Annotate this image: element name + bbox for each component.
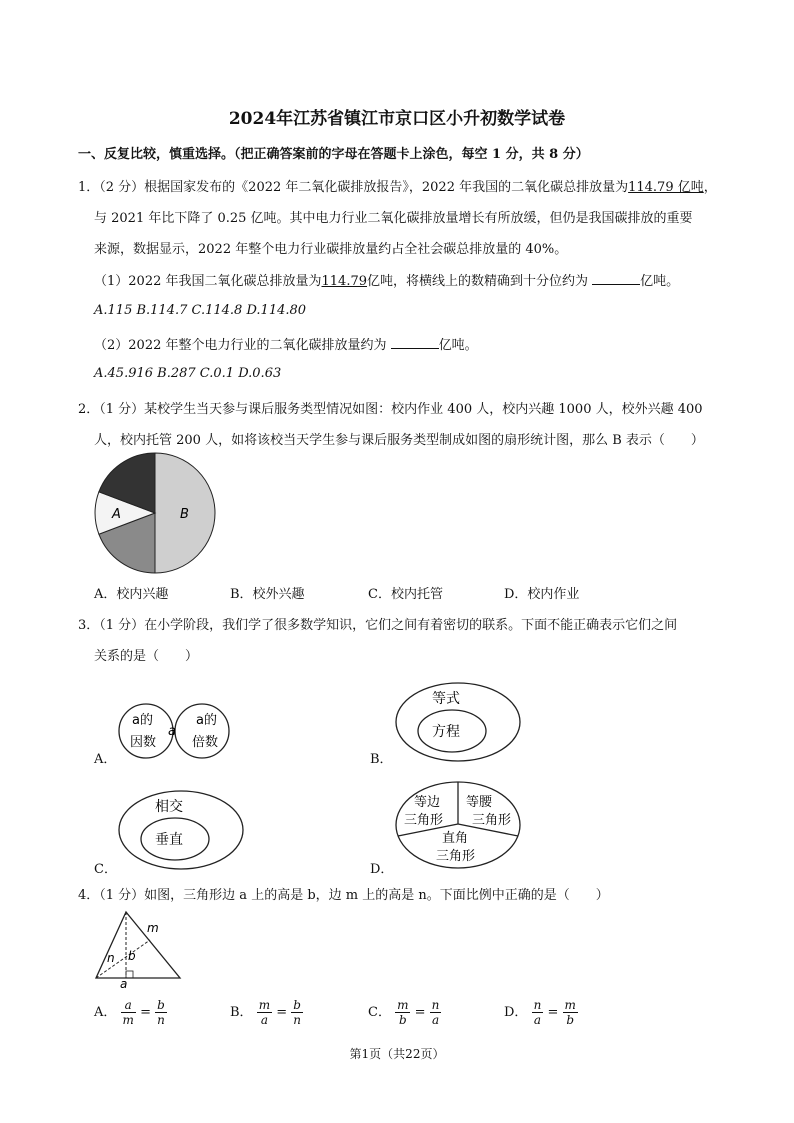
svg-text:等边: 等边	[414, 795, 441, 810]
svg-text:方程: 方程	[432, 724, 460, 740]
q4-option-c[interactable]: C． $\frac{m}{b}$ = $\frac{n}{a}$	[368, 998, 440, 1027]
svg-text:三角形: 三角形	[436, 849, 476, 864]
svg-text:倍数: 倍数	[192, 735, 219, 750]
venn-diagram-a	[116, 698, 232, 762]
q3-line2: 关系的是（ ）	[94, 649, 199, 664]
nested-diagram-c	[117, 789, 245, 871]
q2-option-a[interactable]: A．校内兴趣	[94, 587, 169, 602]
q2-line2: 人，校内托管 200 人，如将该校当天学生参与课后服务类型制成如图的扇形统计图，那么 B 表示（ ）	[94, 433, 704, 448]
svg-text:三角形: 三角形	[404, 813, 444, 828]
q4-option-b[interactable]: B． $\frac{m}{a}$ = $\frac{b}{n}$	[230, 998, 302, 1027]
q2-option-b[interactable]: B．校外兴趣	[230, 587, 305, 602]
nested-diagram-b	[394, 681, 522, 763]
q1-line1: 1．（2 分）根据国家发布的《2022 年二氧化碳排放报告》，2022 年我国的二氧化碳总排放量为114.79 亿吨，	[78, 180, 717, 195]
svg-text:n: n	[107, 951, 115, 965]
q1-line3: 来源，数据显示，2022 年整个电力行业碳排放量约占全社会碳总排放量的 40%。	[94, 242, 568, 257]
answer-blank[interactable]	[592, 273, 640, 285]
pie-label-a: A	[112, 507, 121, 522]
page-footer: 第1页（共22页）	[349, 1047, 445, 1061]
svg-text:a的: a的	[196, 713, 217, 728]
q2-line1: 2．（1 分）某校学生当天参与课后服务类型情况如图：校内作业 400 人，校内兴趣 1000 人，校外兴趣 400	[78, 402, 703, 417]
svg-text:b: b	[128, 949, 136, 963]
q1-sub1-options: A.115 B.114.7 C.114.8 D.114.80	[94, 303, 307, 318]
q3-option-c[interactable]: C．	[94, 862, 117, 877]
pie-chart	[94, 452, 218, 576]
svg-text:等腰: 等腰	[466, 795, 493, 810]
section-heading: 一、反复比较，慎重选择。（把正确答案前的字母在答题卡上涂色，每空 1 分，共 8 分）	[78, 147, 589, 162]
pie-label-b: B	[180, 507, 189, 522]
svg-text:a: a	[120, 977, 128, 990]
svg-text:m: m	[147, 921, 159, 935]
q1-underlined-value: 114.79 亿吨	[628, 180, 704, 195]
q3-option-d[interactable]: D．	[370, 862, 394, 877]
svg-text:相交: 相交	[155, 799, 183, 815]
svg-text:a: a	[168, 724, 176, 739]
triangle-figure	[92, 908, 184, 990]
q4-option-a[interactable]: A． $\frac{a}{m}$ = $\frac{b}{n}$	[94, 998, 165, 1027]
partition-diagram-d	[394, 780, 522, 870]
q1-sub1: （1）2022 年我国二氧化碳总排放量为114.79亿吨，将横线上的数精确到十分位约为 亿吨。	[94, 274, 680, 289]
q4-option-d[interactable]: D． $\frac{n}{a}$ = $\frac{m}{b}$	[504, 998, 576, 1027]
svg-text:等式: 等式	[432, 691, 460, 707]
svg-text:因数: 因数	[130, 735, 157, 750]
q1-sub2-options: A.45.916 B.287 C.0.1 D.0.63	[94, 366, 282, 381]
q3-option-a[interactable]: A．	[94, 752, 117, 767]
answer-blank[interactable]	[391, 337, 439, 349]
page-title: 2024年江苏省镇江市京口区小升初数学试卷	[228, 109, 566, 129]
q1-line2: 与 2021 年比下降了 0.25 亿吨。其中电力行业二氧化碳排放量增长有所放缓，但仍是我国碳排放的重要	[94, 211, 693, 226]
q2-option-d[interactable]: D．校内作业	[504, 587, 580, 602]
q4-line1: 4．（1 分）如图，三角形边 a 上的高是 b，边 m 上的高是 n。下面比例中正确的是（ ）	[78, 888, 609, 903]
svg-text:垂直: 垂直	[155, 832, 183, 848]
q1-sub2: （2）2022 年整个电力行业的二氧化碳排放量约为 亿吨。	[94, 338, 478, 353]
svg-text:直角: 直角	[442, 831, 469, 846]
svg-text:a的: a的	[132, 713, 153, 728]
q2-option-c[interactable]: C．校内托管	[368, 587, 443, 602]
svg-text:三角形: 三角形	[472, 813, 512, 828]
q3-option-b[interactable]: B．	[370, 752, 393, 767]
q3-line1: 3．（1 分）在小学阶段，我们学了很多数学知识，它们之间有着密切的联系。下面不能正确表示它们之间	[78, 618, 678, 633]
